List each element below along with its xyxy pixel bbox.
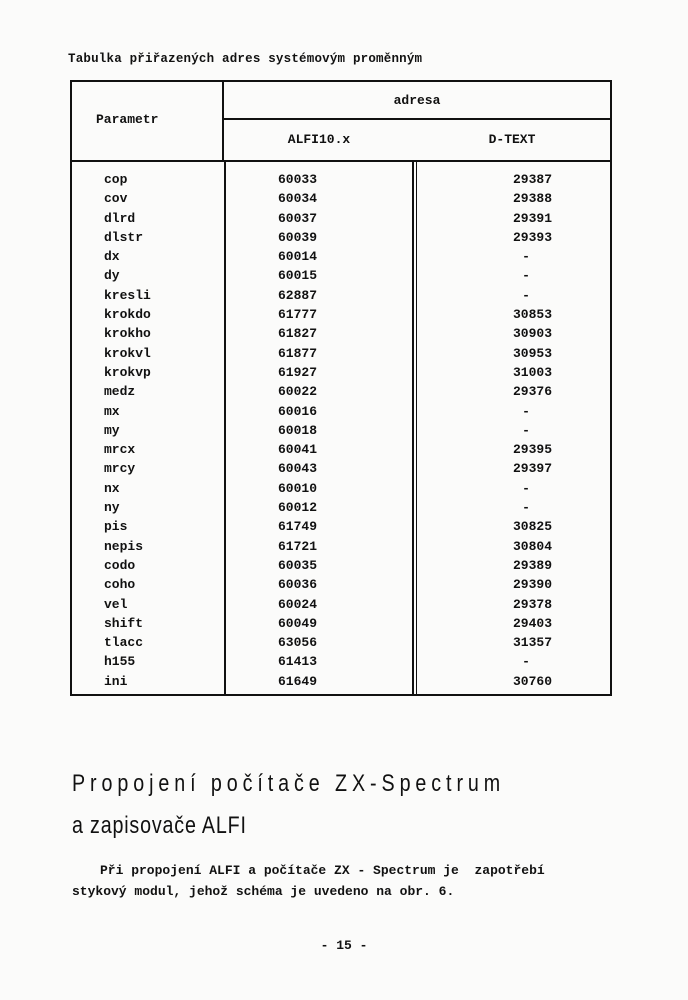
table-row: [72, 363, 610, 382]
cell-alfi: 60012: [278, 500, 318, 516]
table-row: [72, 189, 610, 208]
cell-parametr: my: [104, 422, 120, 438]
cell-dtext: 30853: [512, 307, 552, 323]
cell-alfi: 60036: [278, 577, 318, 593]
cell-dtext: 29403: [512, 615, 552, 631]
cell-dtext: 29389: [512, 557, 552, 573]
cell-alfi: 60010: [278, 480, 318, 496]
cell-alfi: 61413: [278, 654, 318, 670]
section-heading-continued: a zapisovače ALFI: [72, 812, 247, 839]
cell-dtext: -: [522, 422, 530, 438]
table-row: [72, 633, 610, 652]
cell-alfi: 61927: [278, 364, 318, 380]
cell-parametr: dy: [104, 268, 120, 284]
cell-alfi: 61877: [278, 345, 318, 361]
cell-dtext: 30903: [512, 326, 552, 342]
table-row: [72, 266, 610, 285]
table-row: [72, 344, 610, 363]
cell-parametr: cop: [104, 172, 128, 187]
cell-dtext: 30760: [512, 673, 552, 689]
page-number: - 15 -: [320, 938, 368, 953]
header-dtext: D-TEXT: [488, 132, 536, 147]
table-row: [72, 421, 610, 440]
cell-parametr: tlacc: [104, 635, 144, 651]
cell-parametr: nepis: [104, 538, 144, 554]
cell-parametr: medz: [104, 384, 136, 400]
cell-dtext: 30804: [512, 538, 552, 554]
table-caption: Tabulka přiřazených adres systémovým proměnným: [68, 52, 423, 66]
cell-alfi: 60049: [278, 615, 318, 631]
paragraph-line: stykový modul, jehož schéma je uvedeno na obr. 6.: [72, 884, 455, 899]
header-alfi: ALFI10.x: [287, 132, 351, 147]
cell-dtext: 29387: [512, 172, 552, 187]
table-row: [72, 382, 610, 401]
table-row: [72, 672, 610, 691]
cell-alfi: 61649: [278, 673, 318, 689]
cell-parametr: codo: [104, 557, 136, 573]
section-heading: Propojení počítače ZX-Spectrum: [72, 770, 506, 797]
cell-alfi: 61777: [278, 307, 318, 323]
table-row: [72, 324, 610, 343]
cell-alfi: 60024: [278, 596, 318, 612]
cell-dtext: 31003: [512, 364, 552, 380]
cell-parametr: krokdo: [104, 307, 151, 323]
cell-alfi: 60016: [278, 403, 318, 419]
cell-alfi: 60041: [278, 442, 318, 458]
cell-dtext: 29395: [512, 442, 552, 458]
cell-parametr: mrcy: [104, 461, 136, 477]
cell-parametr: dlstr: [104, 229, 144, 245]
cell-alfi: 60043: [278, 461, 318, 477]
cell-dtext: 29376: [512, 384, 552, 400]
cell-parametr: dx: [104, 249, 120, 265]
table-row: [72, 247, 610, 266]
cell-alfi: 60033: [278, 172, 318, 187]
cell-parametr: mrcx: [104, 442, 136, 458]
address-table: [70, 80, 612, 696]
cell-alfi: 60014: [278, 249, 318, 265]
cell-alfi: 60034: [278, 191, 318, 207]
table-row: [72, 440, 610, 459]
cell-parametr: kresli: [104, 287, 151, 303]
cell-dtext: 30825: [512, 519, 552, 535]
cell-alfi: 61827: [278, 326, 318, 342]
cell-dtext: 29378: [512, 596, 552, 612]
cell-parametr: krokvl: [104, 345, 151, 361]
table-row: [72, 614, 610, 633]
cell-dtext: -: [522, 268, 530, 284]
cell-dtext: 29391: [512, 210, 552, 226]
table-row: [72, 459, 610, 478]
table-row: [72, 556, 610, 575]
cell-dtext: 29390: [512, 577, 552, 593]
cell-alfi: 62887: [278, 287, 318, 303]
cell-alfi: 60037: [278, 210, 318, 226]
cell-alfi: 61749: [278, 519, 318, 535]
table-row: [72, 479, 610, 498]
table-row: [72, 517, 610, 536]
cell-alfi: 60015: [278, 268, 318, 284]
table-row: [72, 209, 610, 228]
table-row: [72, 595, 610, 614]
cell-alfi: 60039: [278, 229, 318, 245]
table-row: [72, 286, 610, 305]
cell-dtext: -: [522, 287, 530, 303]
cell-alfi: 60035: [278, 557, 318, 573]
body-paragraph: [72, 860, 632, 902]
cell-parametr: ini: [104, 673, 128, 689]
cell-dtext: -: [522, 249, 530, 265]
table-row: [72, 170, 610, 189]
cell-parametr: cov: [104, 191, 128, 207]
cell-dtext: 29388: [512, 191, 552, 207]
table-row: [72, 228, 610, 247]
table-body: [72, 170, 610, 691]
cell-parametr: krokho: [104, 326, 151, 342]
cell-dtext: -: [522, 654, 530, 670]
cell-alfi: 60022: [278, 384, 318, 400]
table-row: [72, 575, 610, 594]
table-row: [72, 305, 610, 324]
header-parametr: [72, 82, 224, 160]
table-row: [72, 402, 610, 421]
header-divider: [72, 160, 610, 162]
cell-parametr: krokvp: [104, 364, 151, 380]
cell-dtext: -: [522, 500, 530, 516]
paragraph-line: Při propojení ALFI a počítače ZX - Spectrum je zapotřebí: [100, 863, 545, 878]
cell-parametr: shift: [104, 615, 144, 631]
cell-dtext: 29393: [512, 229, 552, 245]
cell-alfi: 61721: [278, 538, 318, 554]
cell-parametr: vel: [104, 596, 128, 612]
cell-parametr: mx: [104, 403, 120, 419]
cell-dtext: -: [522, 403, 530, 419]
cell-alfi: 60018: [278, 422, 318, 438]
cell-parametr: h155: [104, 654, 136, 670]
header-adresa: adresa: [224, 82, 610, 120]
cell-dtext: 30953: [512, 345, 552, 361]
header-parametr-label: Parametr: [96, 112, 159, 127]
table-row: [72, 652, 610, 671]
cell-parametr: nx: [104, 480, 120, 496]
table-row: [72, 498, 610, 517]
cell-dtext: 29397: [512, 461, 552, 477]
cell-parametr: pis: [104, 519, 128, 535]
cell-parametr: dlrd: [104, 210, 136, 226]
table-row: [72, 537, 610, 556]
cell-parametr: ny: [104, 500, 120, 516]
cell-dtext: 31357: [512, 635, 552, 651]
cell-parametr: coho: [104, 577, 136, 593]
cell-alfi: 63056: [278, 635, 318, 651]
cell-dtext: -: [522, 480, 530, 496]
